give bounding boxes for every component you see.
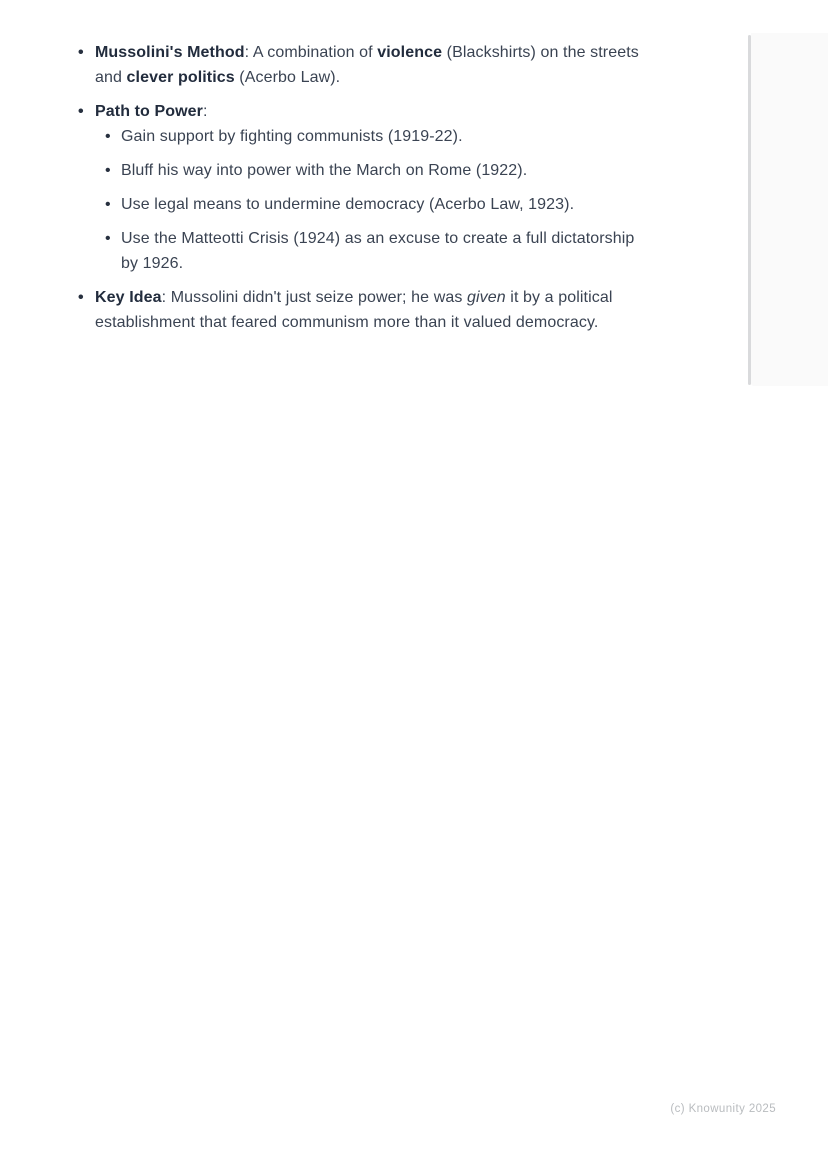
sub-list-item [121,192,651,217]
body-text: : A combination of [244,44,378,61]
copyright-footer: (c) Knowunity 2025 [670,1103,776,1115]
body-text: Bluff his way into power with the March on Rome (1922). [121,162,528,179]
sub-list-item [121,226,651,276]
sub-bullet-list [121,124,651,276]
body-text: : Mussolini didn't just seize power; he was [161,289,467,306]
body-text: it by a political establishment that feared communism more than it valued democracy. [95,289,613,331]
body-text: (Acerbo Law). [234,69,341,86]
list-item-mussolinis-method [95,40,651,90]
body-text: Use legal means to undermine democracy (Acerbo Law, 1923). [121,196,575,213]
body-text: Gain support by fighting communists (1919-22). [121,128,463,145]
bold-text: Mussolini's Method [95,44,245,61]
bold-text: violence [377,44,443,61]
list-item-path-to-power [95,99,651,276]
body-text: Use the Matteotti Crisis (1924) as an excuse to create a full dictatorship by 1926. [121,230,635,272]
body-text: : [202,103,208,120]
sub-list-item [121,158,651,183]
next-page-preview-panel [751,33,828,386]
page-edge-divider [748,35,751,385]
document-body [95,40,651,344]
italic-text: given [467,289,506,306]
body-text: (Blackshirts) on the streets and [95,44,639,86]
list-item-key-idea [95,285,651,335]
bullet-list [95,40,651,335]
bold-text: Path to Power [95,103,203,120]
bold-text: clever politics [126,69,235,86]
sub-list-item [121,124,651,149]
bold-text: Key Idea [95,289,162,306]
